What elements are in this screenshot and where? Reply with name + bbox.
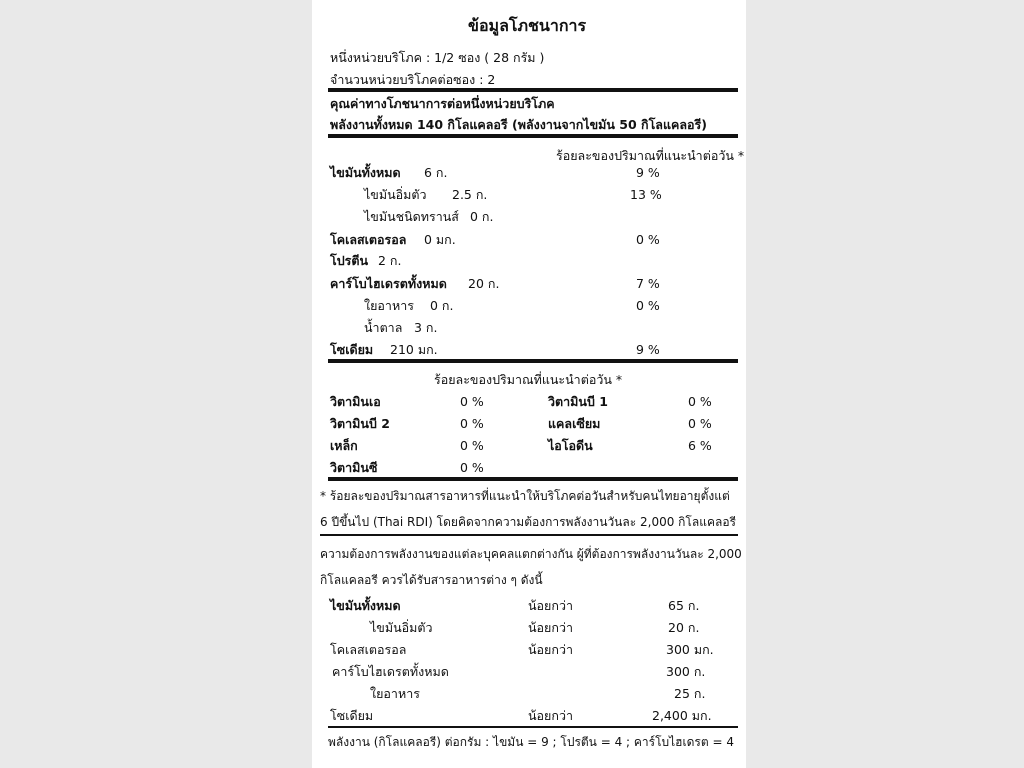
needs-value: 2,400 มก. [652,708,712,723]
nutrient-dv: 9 % [636,342,660,357]
nutrient-label: ไขมันอิ่มตัว [364,187,427,202]
nutrient-label: คาร์โบไฮเดรตทั้งหมด [330,276,447,291]
needs-value: 65 ก. [668,598,700,613]
total-energy: พลังงานทั้งหมด 140 กิโลแคลอรี (พลังงานจากไขมัน 50 กิโลแคลอรี) [330,117,707,132]
nutrition-label [312,0,746,768]
energy-factor: พลังงาน (กิโลแคลอรี) ต่อกรัม : ไขมัน = 9 ; โปรตีน = 4 ; คาร์โบไฮเดรต = 4 [328,735,734,749]
nutrient-amount: 2.5 ก. [452,187,488,202]
needs-qualifier: น้อยกว่า [528,708,573,723]
divider [328,477,738,481]
footnote-line: 6 ปีขึ้นไป (Thai RDI) โดยคิดจากความต้องการพลังงานวันละ 2,000 กิโลแคลอรี [320,515,736,529]
needs-label: ไขมันทั้งหมด [330,598,401,613]
nutrient-amount: 0 ก. [430,298,454,313]
vitamin-label: ไอโอดีน [548,438,593,453]
vitamin-label: เหล็ก [330,438,358,453]
divider [328,88,738,92]
needs-value: 25 ก. [674,686,706,701]
nutrient-label: โคเลสเตอรอล [330,232,407,247]
vitamin-dv: 6 % [688,438,712,453]
vitamin-dv-header: ร้อยละของปริมาณที่แนะนำต่อวัน * [434,372,623,387]
needs-label: โซเดียม [330,708,374,723]
nutrient-dv: 13 % [630,187,662,202]
vitamin-label: วิตามินบี 1 [548,394,608,409]
nutrient-amount: 210 มก. [390,342,438,357]
needs-qualifier: น้อยกว่า [528,642,573,657]
vitamin-label: วิตามินเอ [330,394,381,409]
nutrient-amount: 0 มก. [424,232,456,247]
vitamin-dv: 0 % [688,416,712,431]
nutrient-dv: 0 % [636,298,660,313]
footnote-line: * ร้อยละของปริมาณสารอาหารที่แนะนำให้บริโภคต่อวันสำหรับคนไทยอายุตั้งแต่ [320,489,730,503]
nutrient-dv: 7 % [636,276,660,291]
vitamin-dv: 0 % [460,394,484,409]
needs-label: ใยอาหาร [370,686,420,701]
nutrient-label: ไขมันชนิดทรานส์ [364,209,459,224]
needs-qualifier: น้อยกว่า [528,620,573,635]
nutrient-amount: 2 ก. [378,253,402,268]
label-title: ข้อมูลโภชนาการ [468,16,587,35]
vitamin-dv: 0 % [460,438,484,453]
needs-label: คาร์โบไฮเดรตทั้งหมด [332,664,449,679]
nutrient-amount: 20 ก. [468,276,500,291]
divider [328,134,738,138]
needs-line: กิโลแคลอรี ควรได้รับสารอาหารต่าง ๆ ดังนี้ [320,573,543,587]
nutrient-amount: 6 ก. [424,165,448,180]
nutrient-label: ใยอาหาร [364,298,414,313]
vitamin-label: วิตามินซี [330,460,378,475]
nutrient-amount: 0 ก. [470,209,494,224]
vitamin-label: วิตามินบี 2 [330,416,390,431]
divider [328,359,738,363]
vitamin-dv: 0 % [460,460,484,475]
nutrient-dv: 9 % [636,165,660,180]
servings-per-pack: จำนวนหน่วยบริโภคต่อซอง : 2 [330,72,496,87]
needs-label: โคเลสเตอรอล [330,642,407,657]
needs-value: 300 ก. [666,664,706,679]
value-per-serving-heading: คุณค่าทางโภชนาการต่อหนึ่งหน่วยบริโภค [330,96,555,111]
needs-label: ไขมันอิ่มตัว [370,620,433,635]
needs-qualifier: น้อยกว่า [528,598,573,613]
divider [328,726,738,728]
vitamin-dv: 0 % [688,394,712,409]
needs-value: 20 ก. [668,620,700,635]
nutrient-label: โปรตีน [330,253,369,268]
nutrient-label: น้ำตาล [364,320,403,335]
needs-value: 300 มก. [666,642,714,657]
nutrient-amount: 3 ก. [414,320,438,335]
vitamin-dv: 0 % [460,416,484,431]
divider [320,534,738,536]
serving-size: หนึ่งหน่วยบริโภค : 1/2 ซอง ( 28 กรัม ) [330,50,545,65]
nutrient-label: โซเดียม [330,342,374,357]
needs-line: ความต้องการพลังงานของแต่ละบุคคลแตกต่างกัน ผู้ที่ต้องการพลังงานวันละ 2,000 [320,547,742,561]
nutrient-dv: 0 % [636,232,660,247]
dv-header: ร้อยละของปริมาณที่แนะนำต่อวัน * [556,148,745,163]
vitamin-label: แคลเซียม [548,416,601,431]
nutrient-label: ไขมันทั้งหมด [330,165,401,180]
